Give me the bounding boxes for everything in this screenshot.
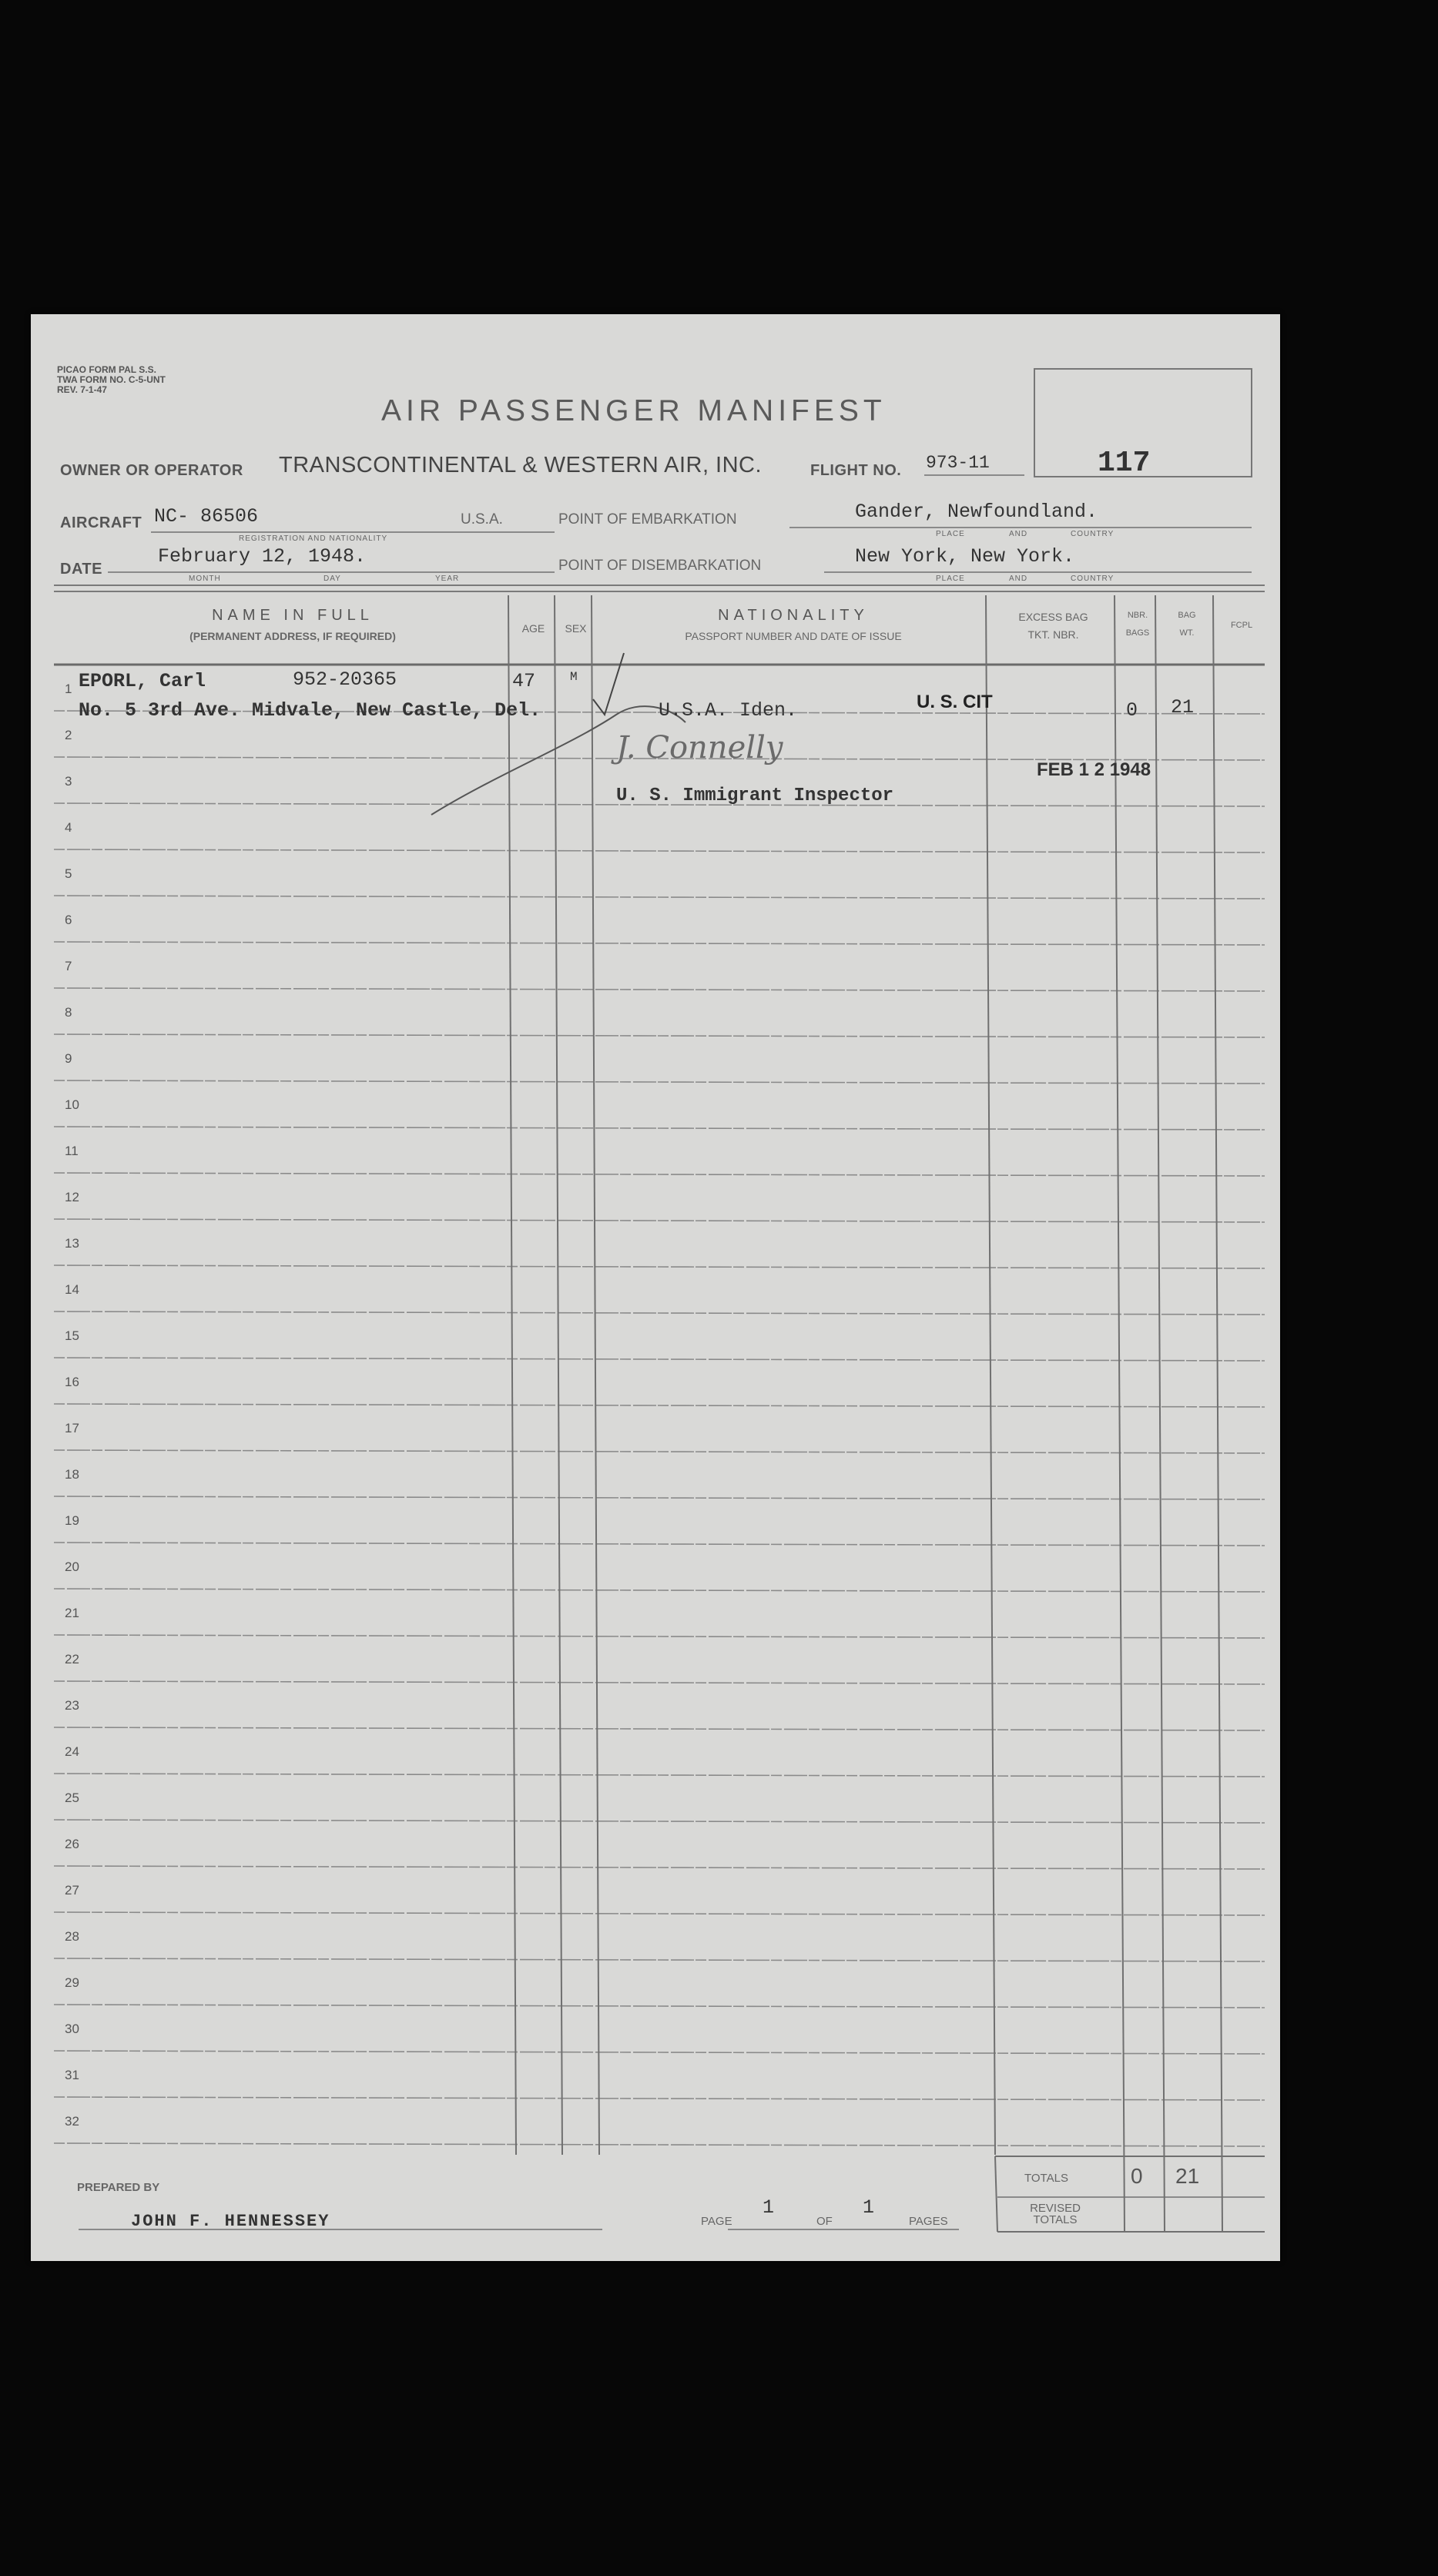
day-caption: DAY [323, 574, 341, 583]
row-number: 19 [65, 1513, 79, 1528]
aircraft-value: NC- 86506 [154, 505, 259, 528]
page-value: 1 [763, 2196, 775, 2219]
passenger-bag-wt: 21 [1171, 696, 1195, 719]
country-caption-2: COUNTRY [1071, 574, 1115, 583]
row-number: 25 [65, 1790, 79, 1805]
row-number: 24 [65, 1744, 79, 1759]
row-number: 9 [65, 1051, 72, 1066]
row-line [54, 1727, 1265, 1730]
row-number: 26 [65, 1837, 79, 1851]
row-number: 11 [65, 1144, 79, 1158]
checkmark-stroke [593, 653, 624, 715]
owner-label: OWNER OR OPERATOR [60, 462, 243, 479]
pages-label: PAGES [909, 2215, 948, 2228]
row-number: 1 [65, 682, 72, 696]
stamp-number: 117 [1098, 447, 1151, 480]
month-caption: MONTH [189, 574, 221, 583]
row-line [54, 1681, 1265, 1684]
row-line [54, 1543, 1265, 1546]
row-number: 18 [65, 1467, 79, 1482]
row-line [54, 1034, 1265, 1037]
aircraft-nationality: U.S.A. [461, 511, 503, 528]
col-fcpl: FCPL [1230, 621, 1253, 630]
row-number: 7 [65, 959, 72, 973]
row-number: 10 [65, 1097, 79, 1112]
row-line [54, 942, 1265, 945]
row-line [54, 1358, 1265, 1361]
owner-value: TRANSCONTINENTAL & WESTERN AIR, INC. [279, 453, 763, 477]
total-wt: 21 [1175, 2164, 1200, 2188]
passenger-nbr-bags: 0 [1126, 699, 1138, 722]
page-label: PAGE [701, 2215, 732, 2228]
row-number: 3 [65, 774, 72, 789]
embarkation-value: Gander, Newfoundland. [855, 501, 1098, 523]
row-line [54, 1219, 1265, 1222]
row-line [54, 1080, 1265, 1084]
row-line [54, 988, 1265, 991]
row-line [54, 2051, 1265, 2054]
passenger-age: 47 [512, 670, 536, 692]
col-bag-sub: WT. [1179, 628, 1195, 638]
passenger-name: EPORL, Carl [79, 670, 206, 692]
row-line [54, 849, 1265, 853]
col-name-sub: (PERMANENT ADDRESS, IF REQUIRED) [189, 630, 396, 642]
row-line [54, 1635, 1265, 1638]
row-line [54, 1127, 1265, 1130]
embarkation-label: POINT OF EMBARKATION [558, 511, 737, 528]
row-line [54, 1404, 1265, 1407]
inspector-title: U. S. Immigrant Inspector [616, 786, 894, 806]
disembarkation-value: New York, New York. [855, 545, 1075, 568]
manifest-title: AIR PASSENGER MANIFEST [381, 394, 887, 427]
row-lines [54, 711, 1265, 2146]
total-bags: 0 [1131, 2164, 1143, 2188]
passenger-nationality: U.S.A. Iden. [659, 699, 798, 722]
col-nationality-sub: PASSPORT NUMBER AND DATE OF ISSUE [685, 630, 902, 642]
row-line [54, 1866, 1265, 1869]
row-line [54, 1774, 1265, 1777]
row-line [54, 2143, 1265, 2146]
row-line [54, 1912, 1265, 1915]
flight-value: 973-11 [926, 453, 990, 473]
year-caption: YEAR [435, 574, 460, 583]
row-number: 8 [65, 1005, 72, 1020]
date-stamp: FEB 1 2 1948 [1037, 759, 1151, 780]
row-line [54, 1265, 1265, 1268]
row-number: 12 [65, 1190, 79, 1204]
col-excess-sub: TKT. NBR. [1027, 628, 1079, 641]
passenger-sex: M [570, 670, 578, 684]
row-number: 31 [65, 2068, 79, 2082]
row-number: 4 [65, 820, 72, 835]
date-value: February 12, 1948. [158, 545, 367, 568]
form-code: PICAO FORM PAL S.S. TWA FORM NO. C-5-UNT REV. 7-1-47 [57, 364, 166, 395]
row-line [54, 1820, 1265, 1823]
row-line [54, 1173, 1265, 1176]
disembarkation-label: POINT OF DISEMBARKATION [558, 558, 762, 574]
row-number: 29 [65, 1975, 79, 1990]
prepared-label: PREPARED BY [77, 2181, 160, 2194]
row-line [54, 2005, 1265, 2008]
registration-caption: REGISTRATION AND NATIONALITY [239, 534, 388, 543]
citizen-stamp: U. S. CIT [917, 692, 993, 712]
row-number: 20 [65, 1559, 79, 1574]
place-caption-2: PLACE [936, 574, 965, 583]
row-number: 14 [65, 1282, 79, 1297]
inspector-signature: J. Connelly [616, 730, 783, 765]
row-line [54, 1450, 1265, 1453]
col-bag: BAG [1178, 611, 1196, 620]
row-number: 13 [65, 1236, 79, 1251]
row-number: 5 [65, 866, 72, 881]
row-number: 16 [65, 1375, 79, 1389]
row-line [54, 1496, 1265, 1499]
col-nbr: NBR. [1127, 611, 1148, 620]
col-nationality: NATIONALITY [718, 607, 869, 624]
row-number: 30 [65, 2022, 79, 2036]
row-number: 27 [65, 1883, 79, 1898]
prepared-value: JOHN F. HENNESSEY [131, 2212, 330, 2231]
and-caption-2: AND [1009, 574, 1028, 583]
col-name: NAME IN FULL [212, 607, 374, 624]
and-caption: AND [1009, 530, 1028, 538]
row-number: 22 [65, 1652, 79, 1667]
place-caption: PLACE [936, 530, 965, 538]
flight-label: FLIGHT NO. [810, 462, 902, 479]
row-number: 21 [65, 1606, 79, 1620]
col-sex: SEX [565, 622, 587, 635]
col-nbr-sub: BAGS [1125, 628, 1150, 638]
aircraft-label: AIRCRAFT [60, 514, 142, 531]
row-line [54, 2097, 1265, 2100]
row-number: 6 [65, 913, 72, 927]
of-label: OF [816, 2215, 833, 2228]
row-line [54, 896, 1265, 899]
row-number: 15 [65, 1328, 79, 1343]
of-value: 1 [863, 2196, 875, 2219]
row-number: 17 [65, 1421, 79, 1435]
row-number: 32 [65, 2114, 79, 2129]
row-number: 23 [65, 1698, 79, 1713]
passenger-address: No. 5 3rd Ave. Midvale, New Castle, Del. [79, 699, 541, 722]
passenger-number: 952-20365 [293, 668, 397, 691]
row-line [54, 1958, 1265, 1961]
row-number: 28 [65, 1929, 79, 1944]
date-label: DATE [60, 561, 102, 578]
col-age: AGE [521, 622, 545, 635]
totals-label: TOTALS [1024, 2172, 1068, 2185]
row-number: 2 [65, 728, 72, 742]
col-excess: EXCESS BAG [1018, 611, 1088, 623]
country-caption: COUNTRY [1071, 530, 1115, 538]
manifest-sheet [31, 314, 1280, 2261]
row-line [54, 1311, 1265, 1315]
row-line [54, 1589, 1265, 1592]
revised-totals-label: REVISED TOTALS [1030, 2202, 1081, 2226]
